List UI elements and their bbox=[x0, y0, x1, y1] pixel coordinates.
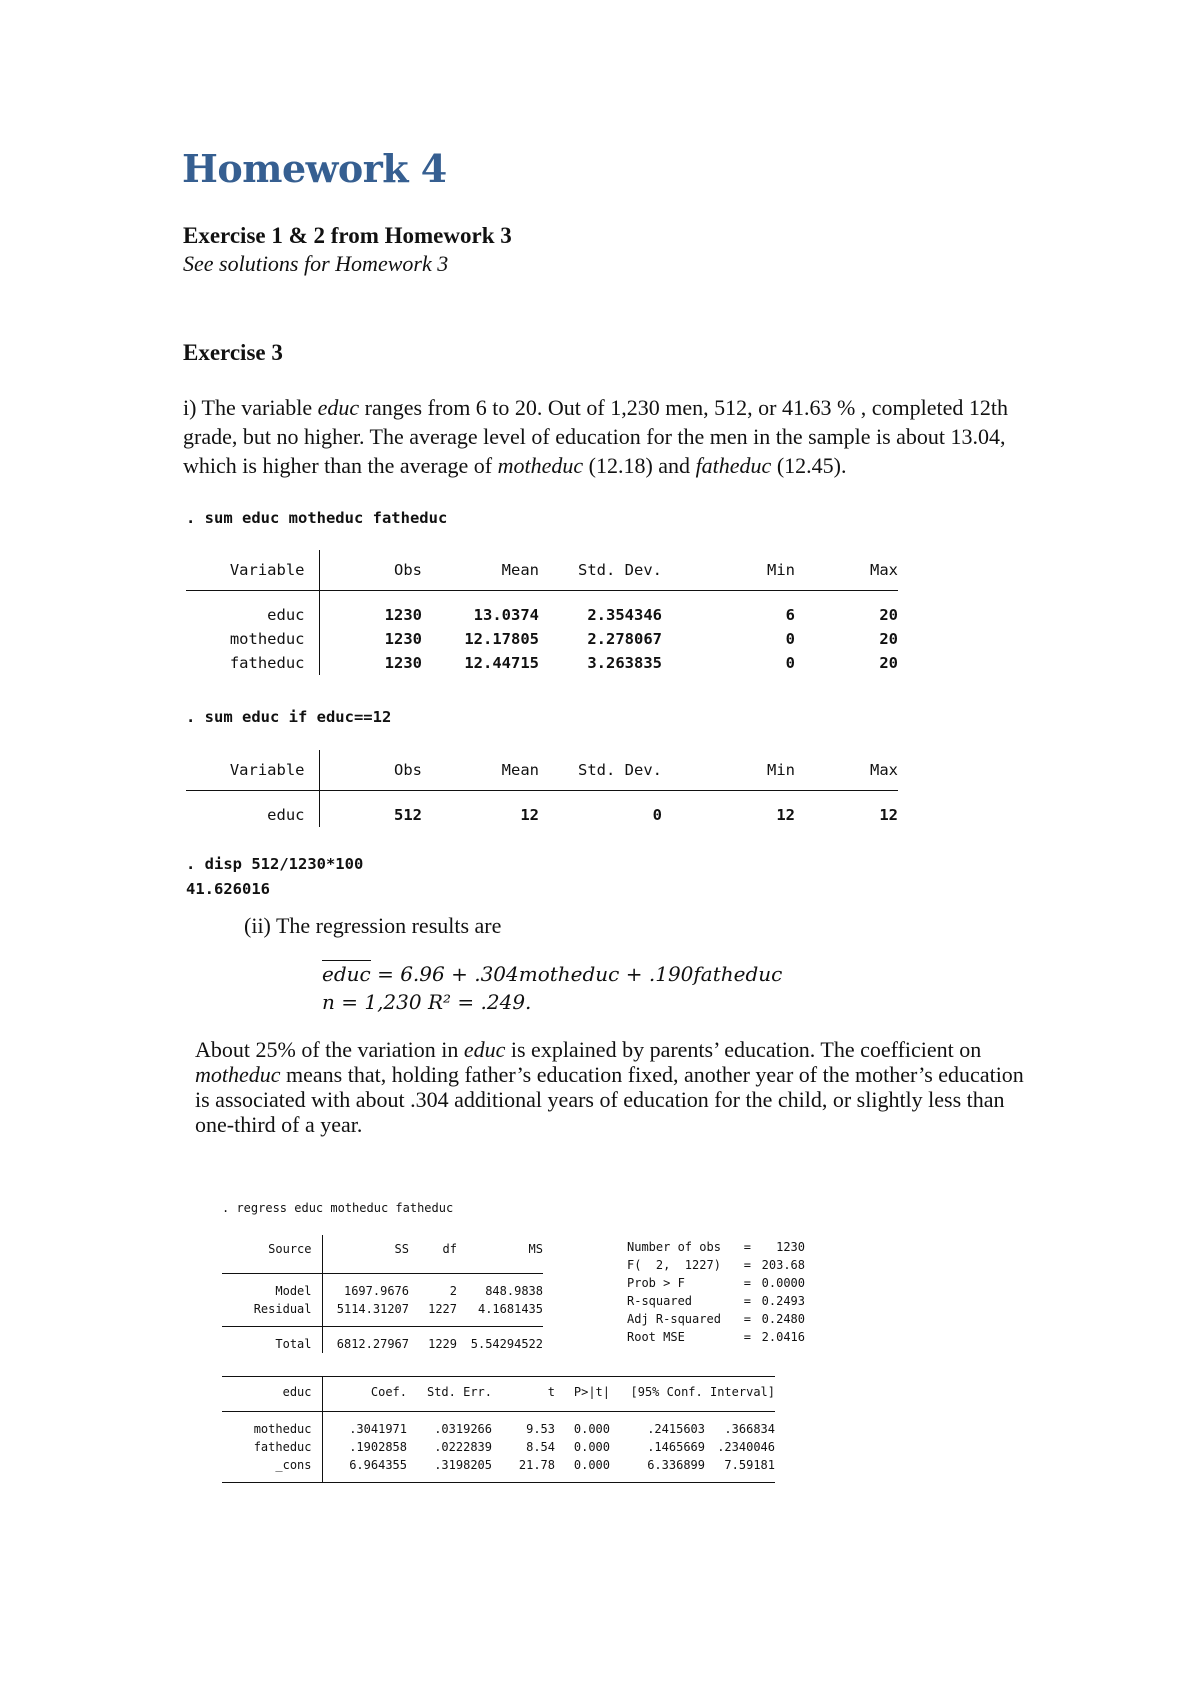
column-header: Mean bbox=[422, 750, 539, 791]
column-header: Variable bbox=[186, 550, 319, 591]
anova-header: Source SS df MS bbox=[222, 1235, 543, 1263]
paragraph-3 bbox=[195, 1037, 1025, 1137]
stata-command-disp: . disp 512/1230*100 bbox=[186, 855, 364, 873]
table-row: Total 6812.27967 1229 5.54294522 bbox=[222, 1335, 543, 1353]
coefficient-table bbox=[222, 1376, 775, 1483]
coefficient-header: educ Coef. Std. Err. t P>|t| [95% Conf. Interval] bbox=[222, 1383, 775, 1401]
regress-command: . regress educ motheduc fatheduc bbox=[222, 1201, 454, 1215]
educ-hat: educ bbox=[322, 962, 371, 986]
column-header: Obs bbox=[319, 550, 422, 591]
exercise-1-2-heading: Exercise 1 & 2 from Homework 3 bbox=[183, 223, 512, 248]
table-row: educ 512 12 0 12 12 bbox=[186, 803, 898, 827]
summary-table-2-header bbox=[186, 750, 898, 791]
p3-text-c: means that, holding father’s education fixed, another year of the mother’s education is associated with about .304 additional years of education for the child, or slightly less than one-third of a year. bbox=[195, 1062, 1024, 1137]
regression-equation bbox=[322, 962, 782, 986]
column-header: Min bbox=[662, 550, 795, 591]
regression-stats bbox=[627, 1238, 805, 1346]
column-header: Max bbox=[795, 550, 898, 591]
stat-row: F( 2, 1227) = 203.68 bbox=[627, 1258, 805, 1272]
column-header: Std. Dev. bbox=[539, 750, 662, 791]
p3-var-educ: educ bbox=[463, 1037, 506, 1062]
table-row: fatheduc .1902858 .0222839 8.54 0.000 .1465669 .2340046 bbox=[222, 1438, 775, 1456]
stat-row: Prob > F = 0.0000 bbox=[627, 1276, 805, 1290]
paragraph-1 bbox=[183, 393, 1043, 480]
p1-text-b: ranges from 6 to 20. Out of 1,230 men, 512, or 41.63 % , completed 12th grade, but no higher. The average level of education for the men in the sample is about 13.04, which is higher than the average of bbox=[183, 395, 1009, 478]
page-title: Homework 4 bbox=[182, 146, 447, 191]
p1-text-a: i) The variable bbox=[183, 395, 318, 420]
paragraph-2: (ii) The regression results are bbox=[244, 913, 502, 938]
anova-table bbox=[222, 1235, 543, 1353]
column-header: Max bbox=[795, 750, 898, 791]
column-header: Mean bbox=[422, 550, 539, 591]
table-row: educ 1230 13.0374 2.354346 6 20 bbox=[186, 603, 898, 627]
stata-command-sum-if: . sum educ if educ==12 bbox=[186, 708, 392, 726]
table-row: motheduc 1230 12.17805 2.278067 0 20 bbox=[186, 627, 898, 651]
column-header: Variable bbox=[186, 750, 319, 791]
regression-stats-line: n = 1,230 R² = .249. bbox=[322, 990, 532, 1014]
exercise-3-heading: Exercise 3 bbox=[183, 340, 283, 365]
column-header: Min bbox=[662, 750, 795, 791]
p3-text-a: About 25% of the variation in bbox=[195, 1037, 464, 1062]
equation-rest: = 6.96 + .304motheduc + .190fatheduc bbox=[370, 962, 783, 986]
p1-var-educ: educ bbox=[317, 395, 360, 420]
table-row: fatheduc 1230 12.44715 3.263835 0 20 bbox=[186, 651, 898, 675]
summary-table-1-header bbox=[186, 550, 898, 591]
p3-var-motheduc: motheduc bbox=[195, 1062, 281, 1087]
p3-text-b: is explained by parents’ education. The coefficient on bbox=[505, 1037, 982, 1062]
table-row: Model 1697.9676 2 848.9838 bbox=[222, 1282, 543, 1300]
summary-table-2 bbox=[186, 750, 898, 827]
table-row: Residual 5114.31207 1227 4.1681435 bbox=[222, 1300, 543, 1318]
column-header: Std. Dev. bbox=[539, 550, 662, 591]
exercise-1-2-note: See solutions for Homework 3 bbox=[183, 251, 449, 276]
stat-row: Adj R-squared = 0.2480 bbox=[627, 1312, 805, 1326]
p1-var-fatheduc: fatheduc bbox=[695, 453, 772, 478]
disp-result: 41.626016 bbox=[186, 880, 270, 898]
stat-row: Root MSE = 2.0416 bbox=[627, 1330, 805, 1344]
stat-row: R-squared = 0.2493 bbox=[627, 1294, 805, 1308]
stat-row: Number of obs = 1230 bbox=[627, 1240, 805, 1254]
p1-text-c: (12.18) and bbox=[583, 453, 696, 478]
column-header: Obs bbox=[319, 750, 422, 791]
p1-text-d: (12.45). bbox=[771, 453, 847, 478]
table-row: _cons 6.964355 .3198205 21.78 0.000 6.336899 7.59181 bbox=[222, 1456, 775, 1474]
summary-table-1 bbox=[186, 550, 898, 675]
stata-command-sum: . sum educ motheduc fatheduc bbox=[186, 509, 448, 527]
table-row: motheduc .3041971 .0319266 9.53 0.000 .2415603 .366834 bbox=[222, 1420, 775, 1438]
p1-var-motheduc: motheduc bbox=[497, 453, 584, 478]
